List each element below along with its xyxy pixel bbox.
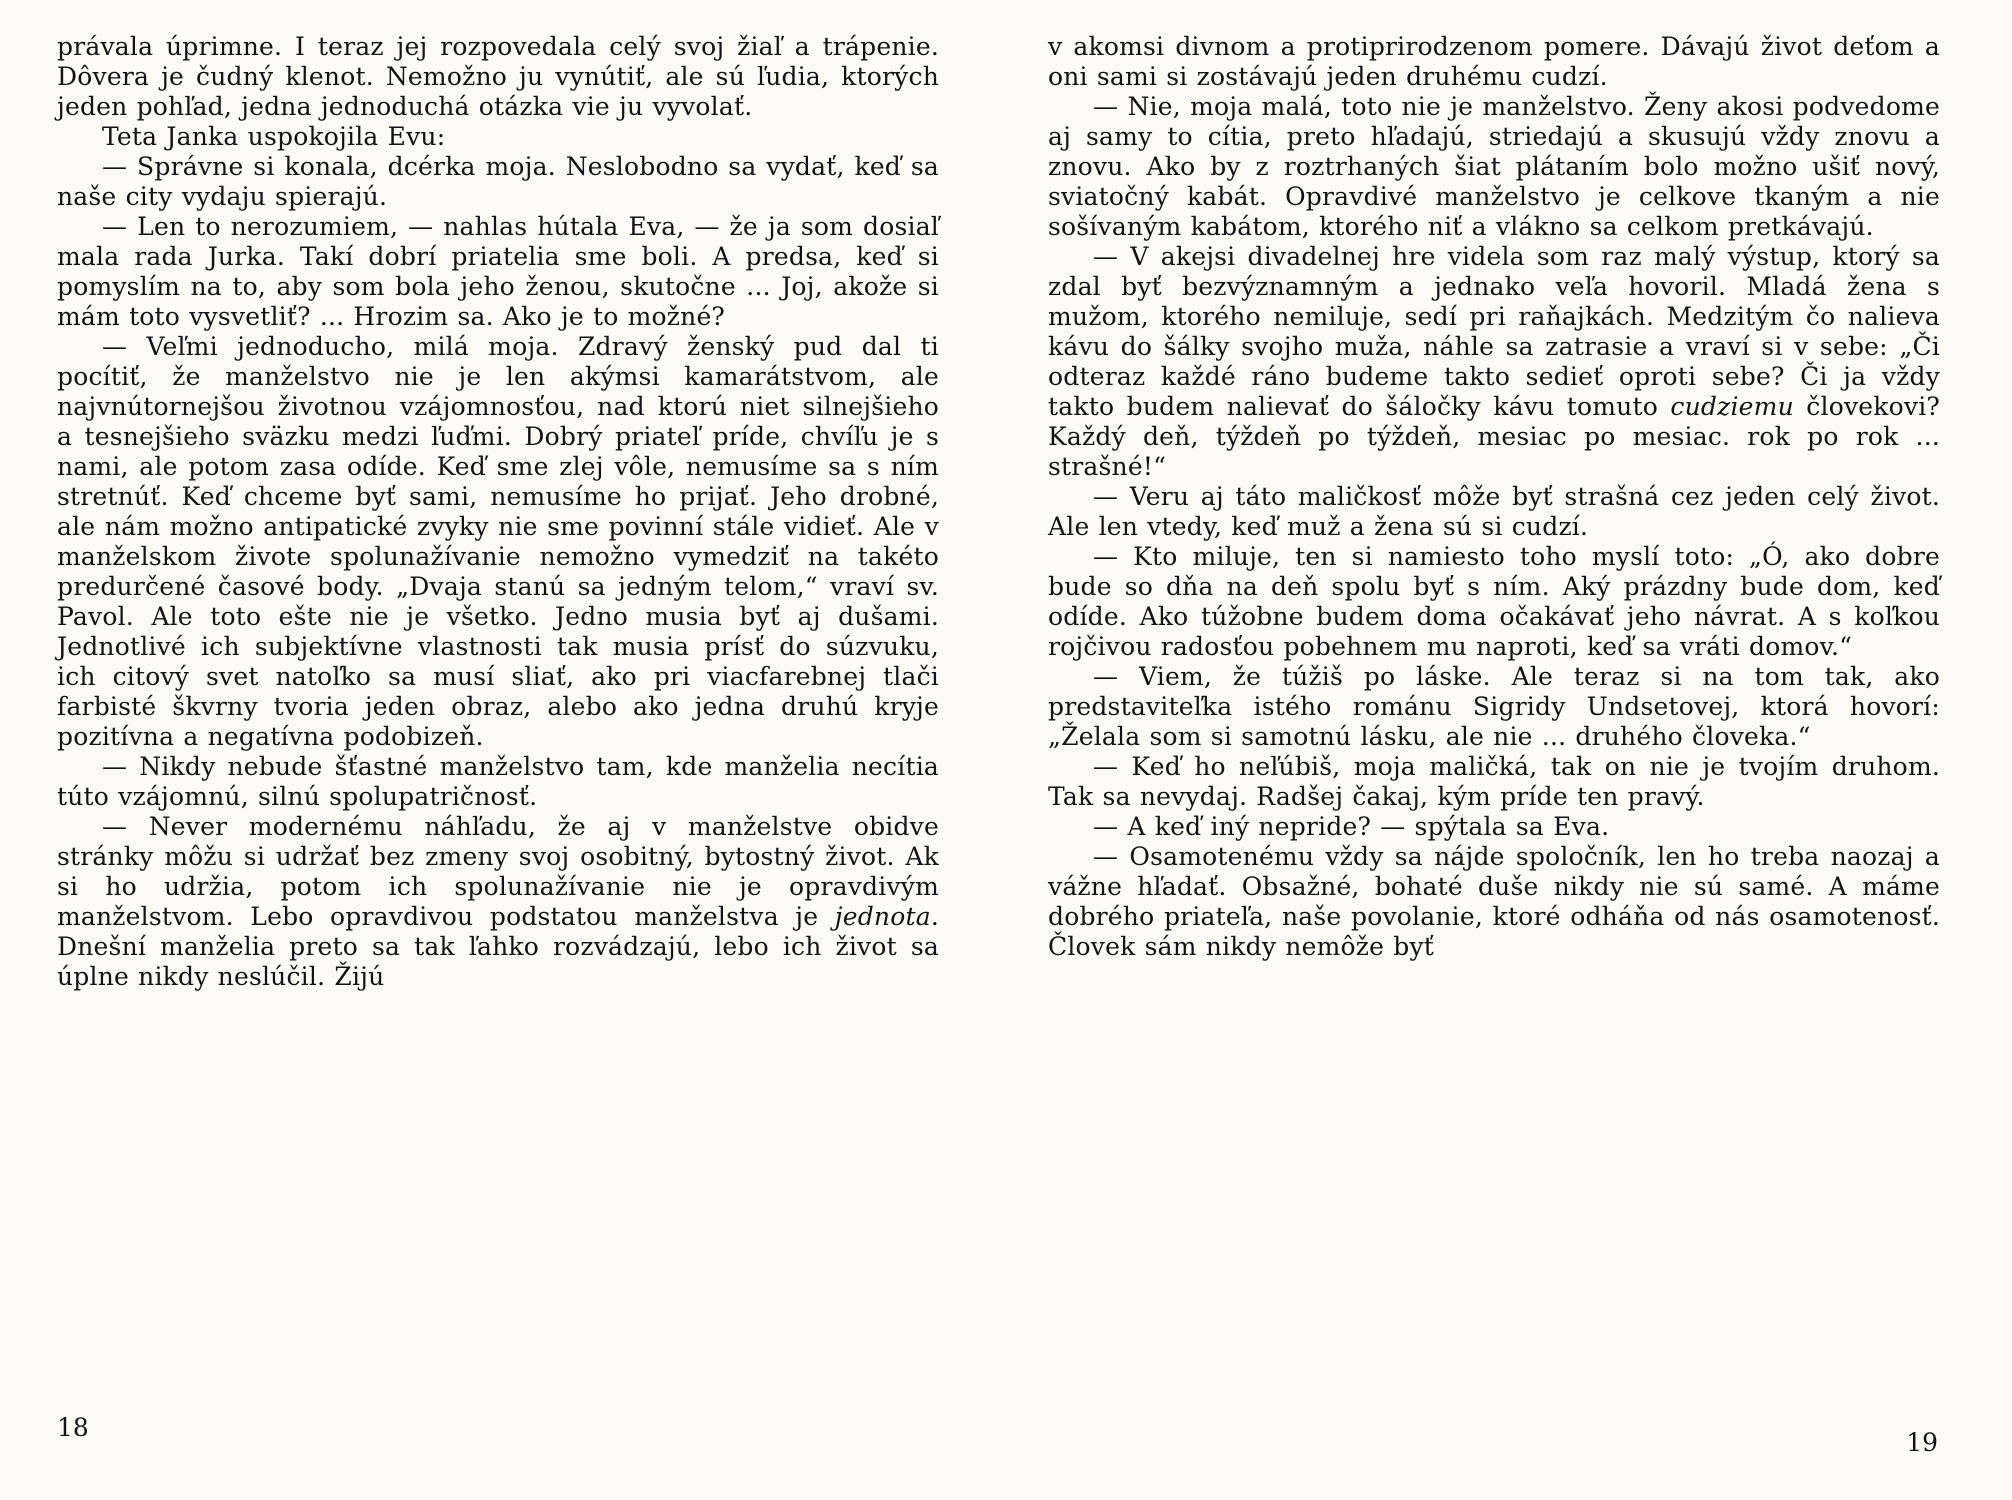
paragraph	[1048, 482, 1940, 542]
text-segment: — Never modernému náhľadu, že aj v manželstve obidve stránky môžu si udržať bez zmeny svoj osobitný, bytostný život. Ak si ho udržia, potom ich spolunažívanie nie je opravdivým manželstvom. Lebo opravdivou podstatou manželstva je	[57, 812, 939, 931]
italic-text-segment: jednota	[834, 902, 931, 931]
paragraph	[1048, 542, 1940, 662]
paragraph	[1048, 812, 1940, 842]
text-segment: — Správne si konala, dcérka moja. Neslobodno sa vydať, keď sa naše city vydaju spierajú.	[57, 152, 939, 211]
text-segment: právala úprimne. I teraz jej rozpovedala celý svoj žiaľ a trápenie. Dôvera je čudný klenot. Nemožno ju vynútiť, ale sú ľudia, ktorých jeden pohľad, jedna jednoduchá otázka vie ju vyvolať.	[57, 32, 939, 121]
text-segment: — Len to nerozumiem, — nahlas hútala Eva, — že ja som dosiaľ mala rada Jurka. Takí dobrí priatelia sme boli. A predsa, keď si pomyslím na to, aby som bola jeho ženou, skutočne ... Joj, akože si mám toto vysvetliť? ... Hrozim sa. Ako je to možné?	[57, 212, 939, 331]
text-segment: — Nikdy nebude šťastné manželstvo tam, kde manželia necítia túto vzájomnú, silnú spolupatričnosť.	[57, 752, 939, 811]
text-segment: — A keď iný nepride? — spýtala sa Eva.	[1093, 812, 1610, 841]
text-segment: — Viem, že túžiš po láske. Ale teraz si na tom tak, ako predstaviteľka istého románu Sigridy Undsetovej, ktorá hovorí: „Želala som si samotnú lásku, ale nie ... druhého človeka.“	[1048, 662, 1940, 751]
paragraph	[57, 332, 939, 752]
text-segment: — Veru aj táto maličkosť môže byť strašná cez jeden celý život. Ale len vtedy, keď muž a žena sú si cudzí.	[1048, 482, 1940, 541]
text-segment: v akomsi divnom a protiprirodzenom pomere. Dávajú život deťom a oni sami si zostávajú jeden druhému cudzí.	[1048, 32, 1940, 91]
right-page-text	[1048, 32, 1940, 1500]
paragraph	[57, 752, 939, 812]
text-segment: Teta Janka uspokojila Evu:	[102, 122, 446, 151]
paragraph	[1048, 752, 1940, 812]
paragraph	[1048, 662, 1940, 752]
text-segment: . Dnešní manželia preto sa tak ľahko rozvádzajú, lebo ich život sa úplne nikdy neslúčil. Žijú	[57, 902, 939, 991]
text-segment: človekovi? Každý deň, týždeň po týždeň, mesiac po mesiac. rok po rok ... strašné!“	[1048, 392, 1940, 481]
paragraph	[1048, 92, 1940, 242]
italic-text-segment: cudziemu	[1670, 392, 1794, 421]
text-segment: — Keď ho neľúbiš, moja maličká, tak on nie je tvojím druhom. Tak sa nevydaj. Radšej čakaj, kým príde ten pravý.	[1048, 752, 1940, 811]
text-segment: — Nie, moja malá, toto nie je manželstvo. Ženy akosi podvedome aj samy to cítia, preto hľadajú, striedajú a skusujú vždy znovu a znovu. Ako by z roztrhaných šiat plátaním bolo možno ušiť nový, sviatočný kabát. Opravdivé manželstvo je celkove tkaným a nie sošívaným kabátom, ktorého niť a vlákno sa celkom pretkávajú.	[1048, 92, 1940, 241]
page-number-right: 19	[1906, 1428, 1938, 1457]
paragraph	[57, 32, 939, 122]
text-segment: — V akejsi divadelnej hre videla som raz malý výstup, ktorý sa zdal byť bezvýznamným a jednako veľa hovoril. Mladá žena s mužom, ktorého nemiluje, sedí pri raňajkách. Medzitým čo nalieva kávu do šálky svojho muža, náhle sa zatrasie a vraví si v sebe: „Či odteraz každé ráno budeme takto sedieť oproti sebe? Či ja vždy takto budem nalievať do šáločky kávu tomuto	[1048, 242, 1940, 421]
paragraph	[57, 122, 939, 152]
page-number-left: 18	[57, 1413, 89, 1442]
paragraph	[1048, 242, 1940, 482]
left-page-text	[57, 32, 939, 1500]
text-segment: — Veľmi jednoducho, milá moja. Zdravý ženský pud dal ti pocítiť, že manželstvo nie je len akýmsi kamarátstvom, ale najvnútornejšou životnou vzájomnosťou, nad ktorú niet silnejšieho a tesnejšieho sväzku medzi ľuďmi. Dobrý priateľ príde, chvíľu je s nami, ale potom zasa odíde. Keď sme zlej vôle, nemusíme sa s ním stretnúť. Keď chceme byť sami, nemusíme ho prijať. Jeho drobné, ale nám možno antipatické zvyky nie sme povinní stále vidieť. Ale v manželskom živote spolunažívanie nemožno vymedziť na takéto predurčené časové body. „Dvaja stanú sa jedným telom,“ vraví sv. Pavol. Ale toto ešte nie je všetko. Jedno musia byť aj dušami. Jednotlivé ich subjektívne vlastnosti tak musia prísť do súzvuku, ich citový svet natoľko sa musí sliať, ako pri viacfarebnej tlači farbisté škvrny tvoria jeden obraz, alebo ako jedna druhú kryje pozitívna a negatívna podobizeň.	[57, 332, 939, 751]
paragraph	[1048, 32, 1940, 92]
paragraph	[57, 152, 939, 212]
paragraph	[57, 212, 939, 332]
paragraph	[1048, 842, 1940, 962]
text-segment: — Kto miluje, ten si namiesto toho myslí toto: „Ó, ako dobre bude so dňa na deň spolu byť s ním. Aký prázdny bude dom, keď odíde. Ako túžobne budem doma očakávať jeho návrat. A s koľkou rojčivou radosťou pobehnem mu naproti, keď sa vráti domov.“	[1048, 542, 1940, 661]
text-segment: — Osamotenému vždy sa nájde spoločník, len ho treba naozaj a vážne hľadať. Obsažné, bohaté duše nikdy nie sú samé. A máme dobrého priateľa, naše povolanie, ktoré odháňa od nás osamotenosť. Človek sám nikdy nemôže byť	[1048, 842, 1940, 961]
paragraph	[57, 812, 939, 992]
